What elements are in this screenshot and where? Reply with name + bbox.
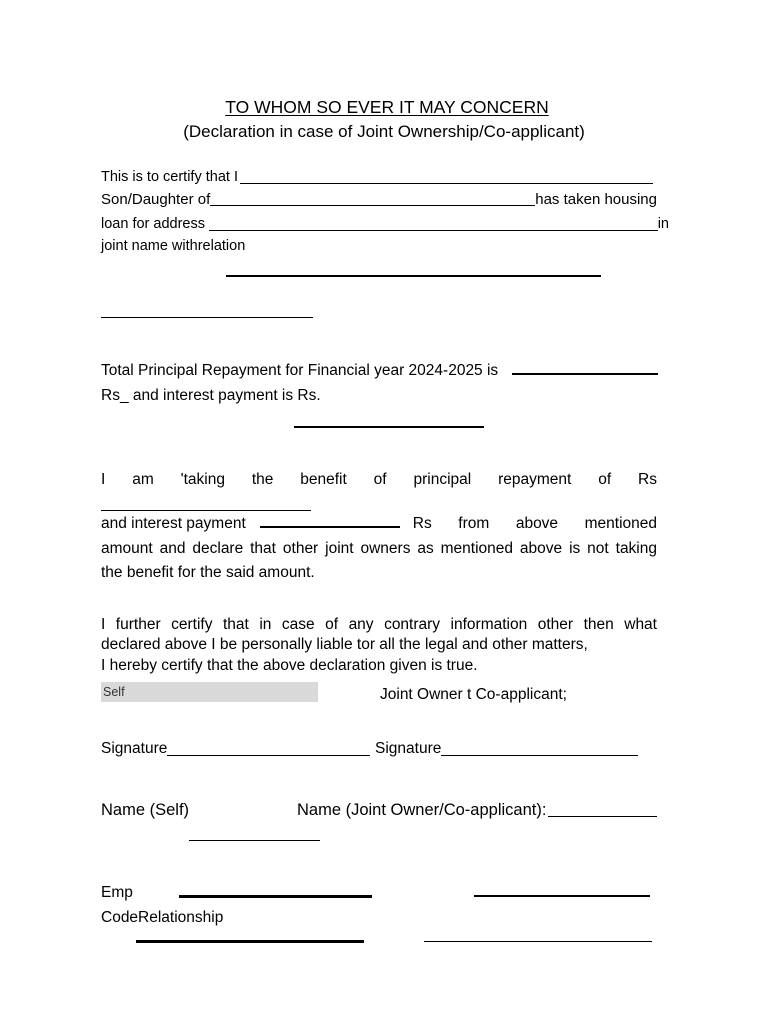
benefit-line-1: I am 'taking the benefit of principal repayment of Rs bbox=[101, 471, 657, 488]
benefit-principal-blank bbox=[101, 510, 311, 511]
relation-blank bbox=[226, 275, 601, 277]
code-relationship-label: CodeRelationship bbox=[101, 909, 224, 926]
true-declaration-line: I hereby certify that the above declaration given is true. bbox=[101, 657, 478, 674]
parent-name-blank bbox=[210, 205, 535, 206]
document-title: TO WHOM SO EVER IT MAY CONCERN bbox=[225, 97, 549, 117]
benefit-interest-line bbox=[101, 514, 657, 534]
joint-signature-field bbox=[375, 739, 638, 759]
has-taken-label: has taken housing bbox=[535, 191, 657, 208]
self-label: Self bbox=[103, 685, 125, 699]
relation-blank-continued bbox=[101, 317, 313, 318]
self-relationship-blank bbox=[136, 940, 364, 943]
certify-label: This is to certify that I bbox=[101, 169, 238, 185]
joint-name-field bbox=[297, 799, 657, 821]
applicant-name-blank bbox=[240, 183, 653, 184]
name-joint-label: Name (Joint Owner/Co-applicant): bbox=[297, 801, 547, 819]
in-label: in bbox=[657, 216, 669, 232]
document-subtitle: (Declaration in case of Joint Ownership/Co-applicant) bbox=[183, 122, 585, 141]
contrary-info-line: I further certify that in case of any contrary information other then what bbox=[101, 616, 657, 633]
address-blank bbox=[209, 230, 658, 231]
joint-owner-label: Joint Owner t Co-applicant; bbox=[380, 686, 567, 703]
benefit-interest-blank bbox=[260, 526, 400, 528]
liability-line: declared above I be personally liable tor all the legal and other matters, bbox=[101, 636, 588, 653]
joint-emp-code-blank bbox=[474, 895, 650, 897]
address-line bbox=[101, 215, 669, 233]
interest-payment-label: and interest payment bbox=[101, 515, 246, 532]
certify-line bbox=[101, 168, 653, 186]
joint-name-blank bbox=[548, 816, 657, 817]
self-signature-blank bbox=[167, 755, 370, 756]
principal-line bbox=[101, 361, 658, 381]
self-signature-label: Signature bbox=[101, 740, 168, 757]
interest-amount-blank bbox=[294, 426, 484, 428]
joint-signature-blank bbox=[441, 755, 638, 756]
interest-label: Rs_ and interest payment is Rs. bbox=[101, 387, 321, 404]
son-daughter-label: Son/Daughter of bbox=[101, 191, 211, 208]
emp-label: Emp bbox=[101, 884, 133, 901]
benefit-line-4: the benefit for the said amount. bbox=[101, 564, 315, 581]
joint-relation-label: joint name withrelation bbox=[101, 238, 246, 254]
self-emp-code-blank bbox=[179, 895, 372, 898]
benefit-line-3: amount and declare that other joint owners as mentioned above is not taking bbox=[101, 540, 657, 557]
rs-from-above-label: Rs from above mentioned bbox=[412, 515, 657, 532]
joint-relationship-blank bbox=[424, 941, 652, 942]
principal-amount-blank bbox=[512, 373, 658, 375]
self-name-blank bbox=[189, 840, 320, 841]
parent-line bbox=[101, 190, 657, 209]
joint-signature-label: Signature bbox=[375, 740, 442, 757]
name-self-label: Name (Self) bbox=[101, 801, 190, 819]
principal-label: Total Principal Repayment for Financial year 2024-2025 is bbox=[101, 362, 499, 379]
self-signature-field bbox=[101, 739, 370, 759]
loan-address-label: loan for address bbox=[101, 216, 205, 232]
self-highlight bbox=[101, 682, 318, 702]
